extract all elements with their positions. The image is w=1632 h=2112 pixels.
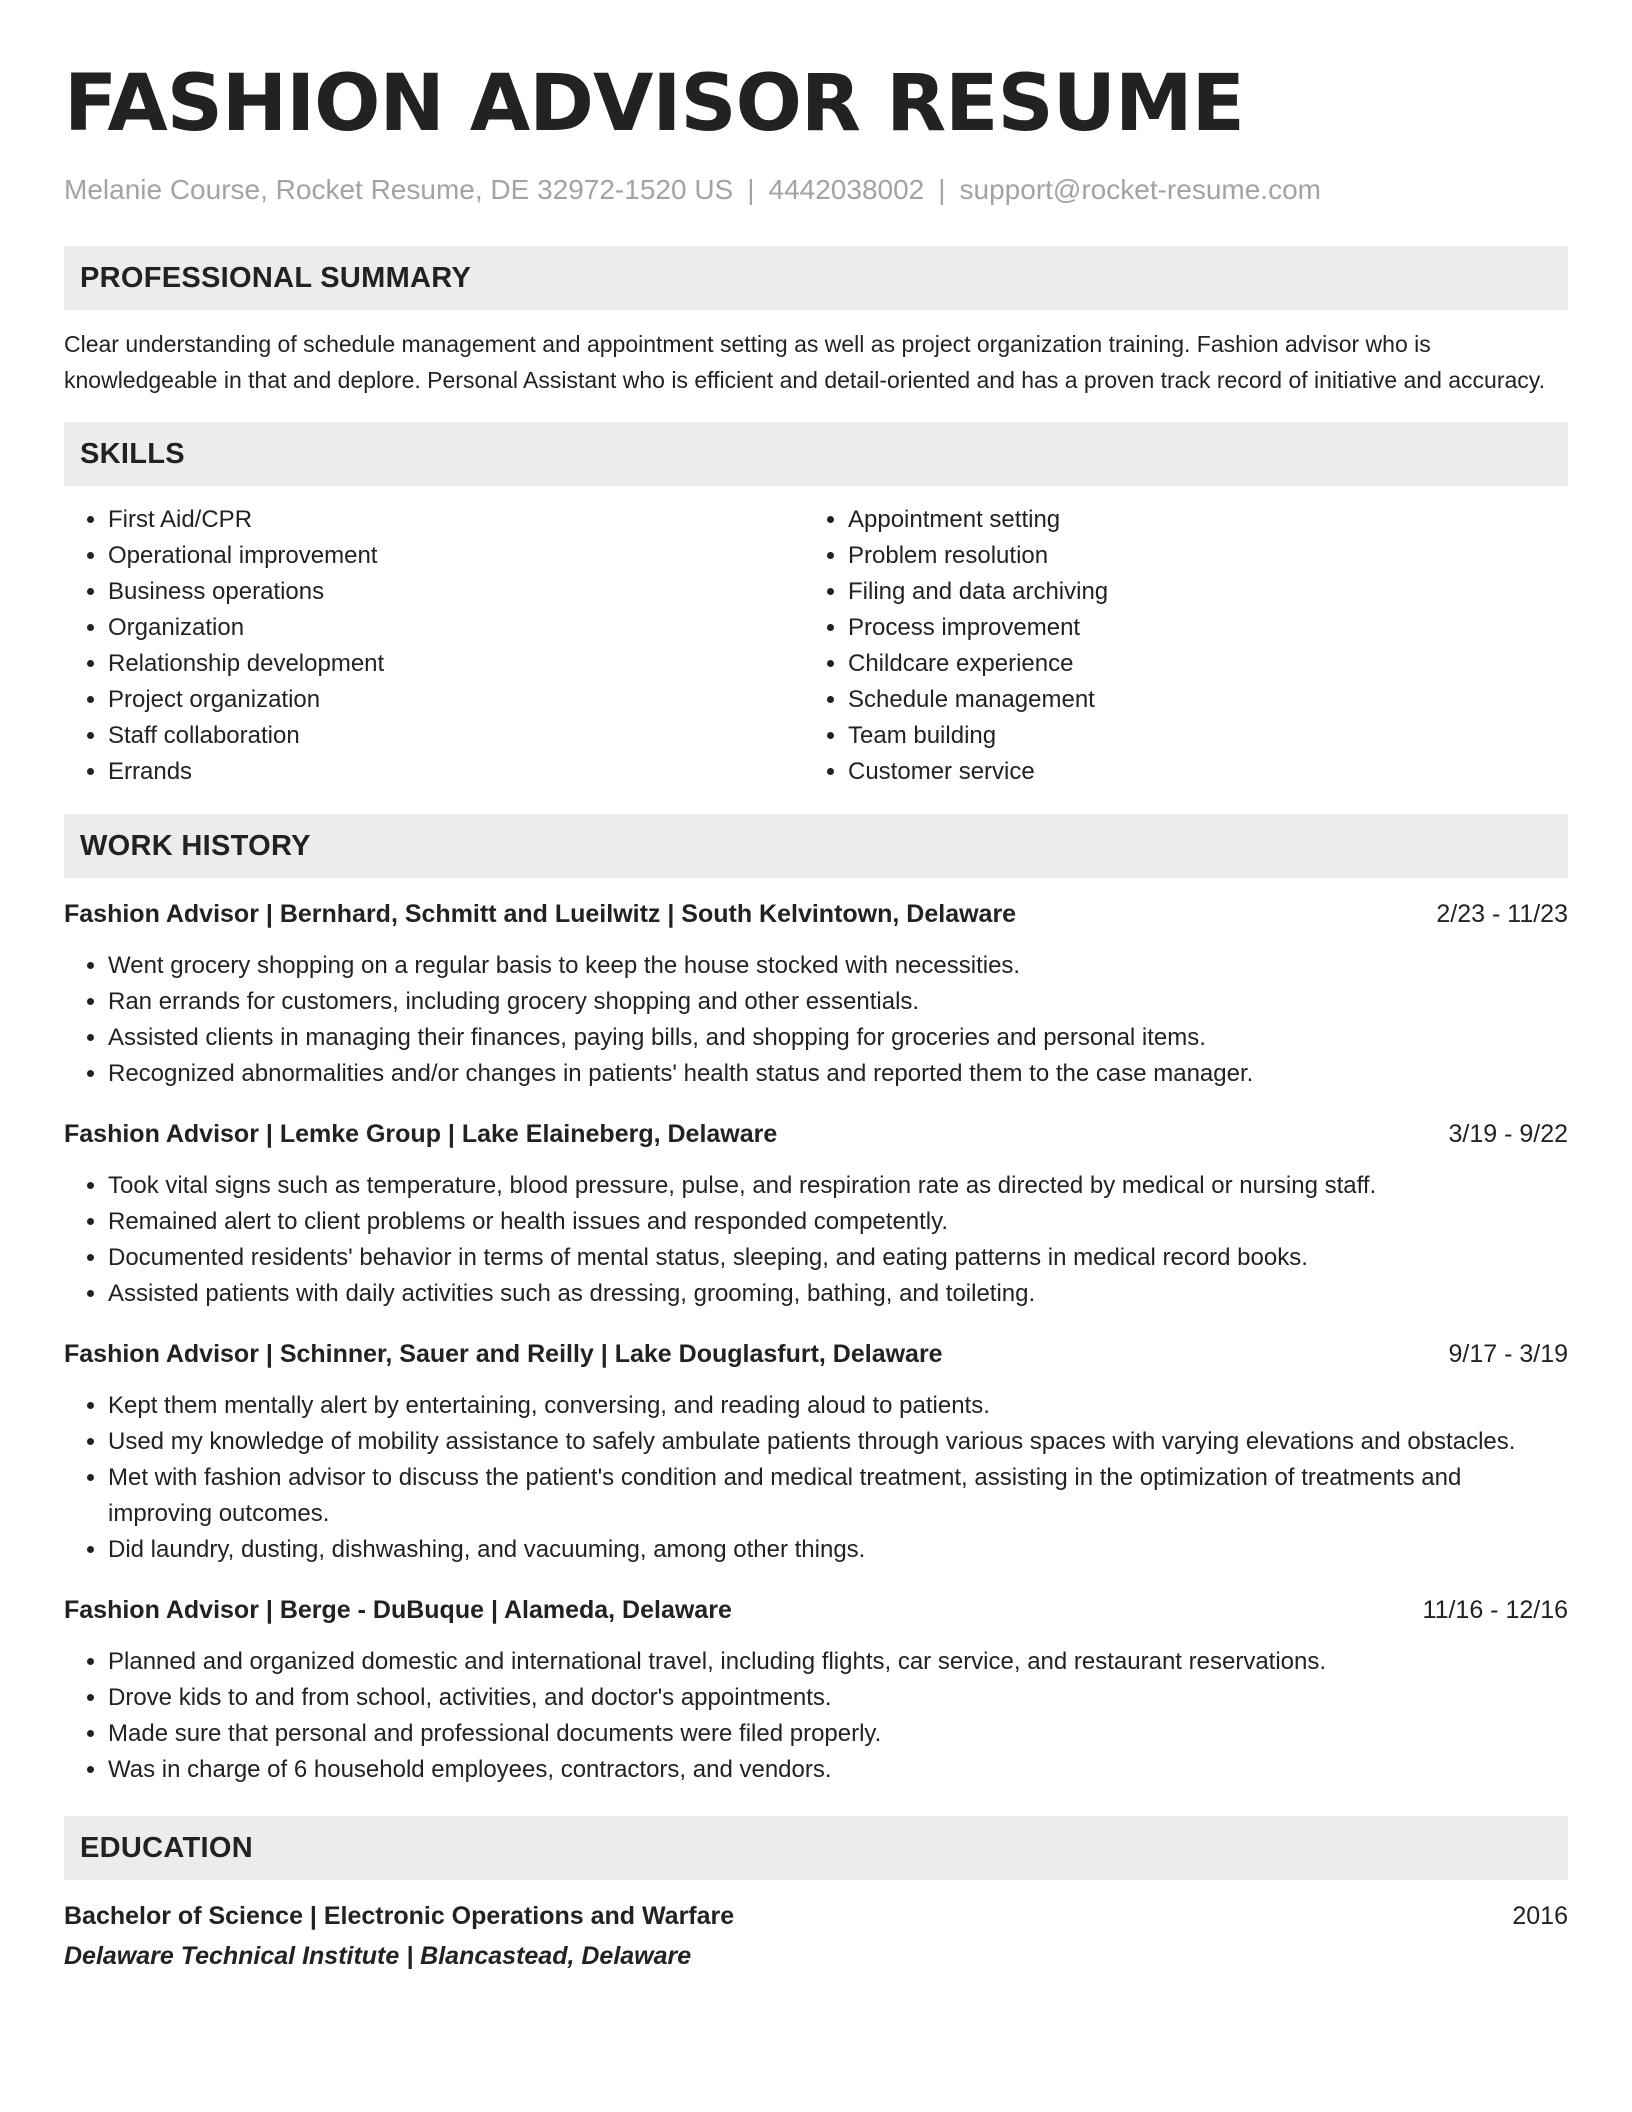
job-title: Fashion Advisor | Berge - DuBuque | Alameda, Delaware: [64, 1596, 732, 1624]
contact-email[interactable]: support@rocket-resume.com: [959, 174, 1321, 205]
skill-item: • Process improvement: [848, 610, 1544, 646]
skill-item: • Organization: [108, 610, 804, 646]
job-bullet: • Remained alert to client problems or health issues and responded competently.: [108, 1204, 1568, 1240]
work-heading: WORK HISTORY: [64, 814, 1568, 878]
skill-item: • First Aid/CPR: [108, 502, 804, 538]
education-header: [64, 1898, 1568, 1934]
skill-item: • Problem resolution: [848, 538, 1544, 574]
skill-item: • Errands: [108, 754, 804, 790]
education-heading: EDUCATION: [64, 1816, 1568, 1880]
job-bullet: • Did laundry, dusting, dishwashing, and vacuuming, among other things.: [108, 1532, 1568, 1568]
contact-address: Melanie Course, Rocket Resume, DE 32972-1520 US: [64, 174, 734, 205]
job-bullet: • Made sure that personal and professional documents were filed properly.: [108, 1716, 1568, 1752]
job-bullet: • Was in charge of 6 household employees, contractors, and vendors.: [108, 1752, 1568, 1788]
skill-item: • Appointment setting: [848, 502, 1544, 538]
education-school: Delaware Technical Institute | Blancastead, Delaware: [64, 1942, 692, 1970]
contact-phone: 4442038002: [768, 174, 925, 205]
job-title: Fashion Advisor | Bernhard, Schmitt and Lueilwitz | South Kelvintown, Delaware: [64, 900, 1017, 928]
contact-separator: |: [747, 174, 755, 205]
job-bullets: [64, 948, 1568, 1092]
job-bullet: • Ran errands for customers, including grocery shopping and other essentials.: [108, 984, 1568, 1020]
job-bullets: [64, 1644, 1568, 1788]
summary-heading: PROFESSIONAL SUMMARY: [64, 246, 1568, 310]
job-dates: 3/19 - 9/22: [1448, 1120, 1568, 1148]
job-bullet: • Assisted clients in managing their finances, paying bills, and shopping for groceries and personal items.: [108, 1020, 1568, 1056]
skill-item: • Staff collaboration: [108, 718, 804, 754]
skill-item: • Project organization: [108, 682, 804, 718]
job-dates: 2/23 - 11/23: [1436, 900, 1568, 928]
resume-title: FASHION ADVISOR RESUME: [64, 59, 1244, 149]
skill-item: • Team building: [848, 718, 1544, 754]
job-dates: 9/17 - 3/19: [1448, 1340, 1568, 1368]
education-year: 2016: [1512, 1902, 1568, 1930]
job-bullet: • Took vital signs such as temperature, blood pressure, pulse, and respiration rate as directed by medical or nursing staff.: [108, 1168, 1568, 1204]
job-entry: [64, 1592, 1568, 1788]
skills-list: [64, 502, 1568, 790]
contact-line: [64, 172, 1568, 208]
education-degree: Bachelor of Science | Electronic Operations and Warfare: [64, 1902, 735, 1930]
job-header: [64, 1116, 1568, 1152]
contact-separator: |: [938, 174, 946, 205]
job-title: Fashion Advisor | Schinner, Sauer and Reilly | Lake Douglasfurt, Delaware: [64, 1340, 943, 1368]
job-title: Fashion Advisor | Lemke Group | Lake Elaineberg, Delaware: [64, 1120, 778, 1148]
job-bullet: • Went grocery shopping on a regular basis to keep the house stocked with necessities.: [108, 948, 1568, 984]
skill-item: • Filing and data archiving: [848, 574, 1544, 610]
skill-item: • Childcare experience: [848, 646, 1544, 682]
job-header: [64, 1592, 1568, 1628]
skills-column-left: [64, 502, 804, 790]
job-bullet: • Assisted patients with daily activities such as dressing, grooming, bathing, and toileting.: [108, 1276, 1568, 1312]
job-entry: [64, 1336, 1568, 1568]
education-entry: [64, 1898, 1568, 1974]
job-dates: 11/16 - 12/16: [1422, 1596, 1568, 1624]
job-bullet: • Drove kids to and from school, activities, and doctor's appointments.: [108, 1680, 1568, 1716]
job-header: [64, 896, 1568, 932]
skill-item: • Schedule management: [848, 682, 1544, 718]
job-bullets: [64, 1388, 1568, 1568]
job-entry: [64, 896, 1568, 1092]
skill-item: • Relationship development: [108, 646, 804, 682]
job-bullets: [64, 1168, 1568, 1312]
skills-column-right: [804, 502, 1544, 790]
skills-heading: SKILLS: [64, 422, 1568, 486]
job-bullet: • Kept them mentally alert by entertaining, conversing, and reading aloud to patients.: [108, 1388, 1568, 1424]
job-header: [64, 1336, 1568, 1372]
job-bullet: • Planned and organized domestic and international travel, including flights, car service, and restaurant reservations.: [108, 1644, 1568, 1680]
job-bullet: • Used my knowledge of mobility assistance to safely ambulate patients through various spaces with varying elevations and obstacles.: [108, 1424, 1568, 1460]
skill-item: • Business operations: [108, 574, 804, 610]
job-bullet: • Met with fashion advisor to discuss the patient's condition and medical treatment, assisting in the optimization of treatments and improving outcomes.: [108, 1460, 1568, 1532]
summary-text: Clear understanding of schedule management and appointment setting as well as project organization training. Fashion advisor who is knowledgeable in that and deplore. Personal Assistant who is efficient and detail-oriented and has a proven track record of initiative and accuracy.: [64, 331, 1545, 393]
job-bullet: • Documented residents' behavior in terms of mental status, sleeping, and eating patterns in medical record books.: [108, 1240, 1568, 1276]
skill-item: • Customer service: [848, 754, 1544, 790]
job-bullet: • Recognized abnormalities and/or changes in patients' health status and reported them to the case manager.: [108, 1056, 1568, 1092]
job-entry: [64, 1116, 1568, 1312]
skill-item: • Operational improvement: [108, 538, 804, 574]
